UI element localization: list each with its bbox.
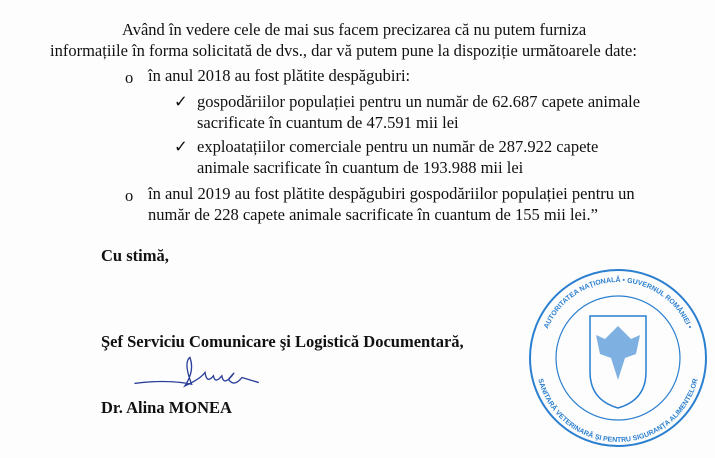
bullet-marker: o	[125, 186, 134, 205]
signatory-title: Şef Serviciu Comunicare şi Logistică Documentară,	[101, 332, 464, 351]
list-item: în anul 2019 au fost plătite despăgubiri gospodăriilor populației pentru un	[148, 184, 635, 203]
svg-text:AUTORITATEA NAȚIONALĂ • GUVERN: AUTORITATEA NAȚIONALĂ • GUVERNUL ROMÂNIEI •	[543, 277, 693, 330]
official-stamp	[528, 268, 708, 448]
list-item-continued: număr de 228 capete animale sacrificate în cuantum de 155 mii lei.”	[148, 205, 598, 224]
list-item: exploatațiilor comerciale pentru un număr de 287.922 capete	[197, 137, 599, 156]
signature	[120, 354, 280, 396]
list-item: gospodăriilor populației pentru un număr de 62.687 capete animale	[197, 92, 641, 111]
svg-text:SANITARĂ VETERINARĂ ŞI PENTRU: SANITARĂ VETERINARĂ ŞI PENTRU SIGURANȚA ALIMENTELOR	[536, 377, 700, 445]
paragraph-line: informațiile în forma solicitată de dvs., dar vă putem pune la dispoziție următoarele date:	[50, 41, 637, 60]
bullet-marker: o	[125, 68, 134, 87]
check-icon: ✓	[174, 137, 188, 156]
list-item-continued: sacrificate în cuantum de 47.591 mii lei	[197, 113, 459, 132]
check-icon: ✓	[174, 92, 188, 111]
paragraph-line: Având în vedere cele de mai sus facem precizarea că nu putem furniza	[122, 20, 587, 39]
closing: Cu stimă,	[101, 246, 169, 265]
list-item: în anul 2018 au fost plătite despăgubiri:	[148, 66, 411, 85]
list-item-continued: animale sacrificate în cuantum de 193.988 mii lei	[197, 158, 524, 177]
signatory-name: Dr. Alina MONEA	[101, 398, 232, 417]
